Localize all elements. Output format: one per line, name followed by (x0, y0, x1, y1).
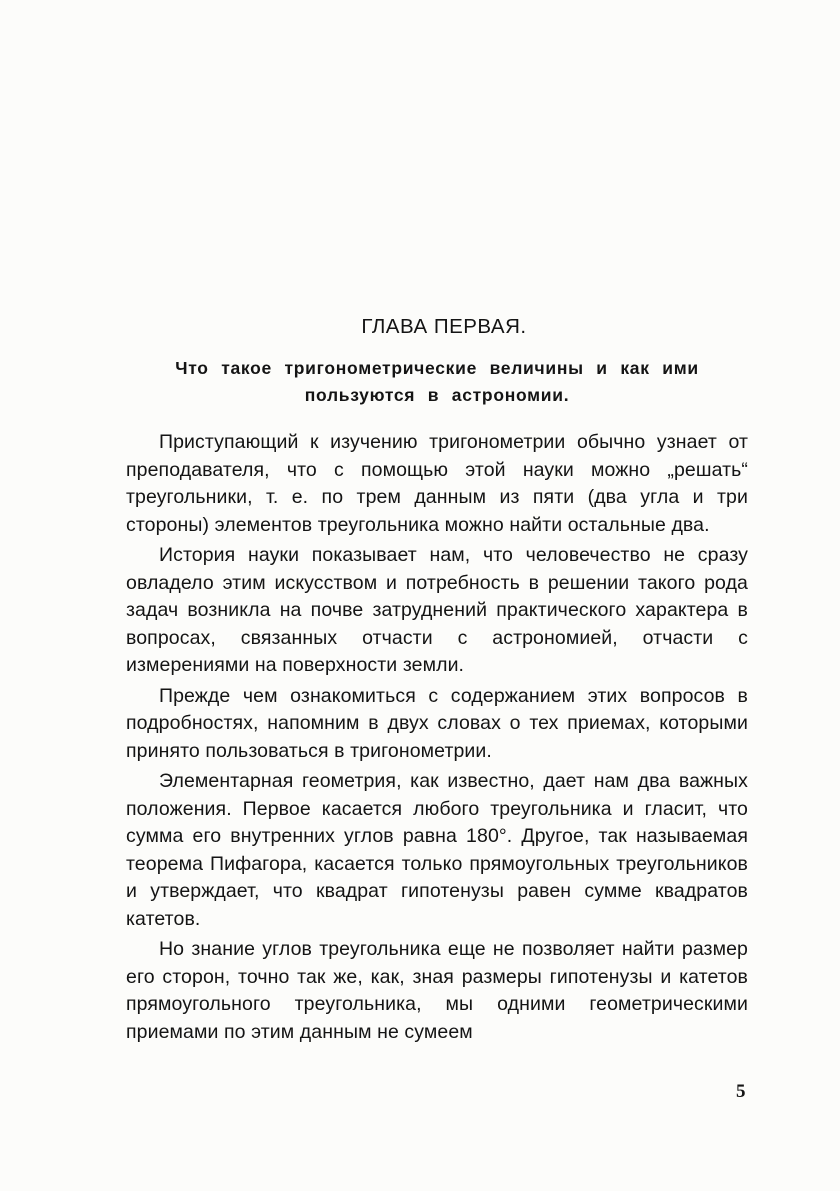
page-content (126, 314, 748, 1049)
page-number: 5 (736, 1081, 746, 1102)
chapter-subtitle-line-2: пользуются в астрономии. (304, 385, 570, 405)
paragraph: Прежде чем ознакомиться с содержанием этих вопросов в подробностях, напомним в двух словах о тех приемах, которыми принято пользоваться в тригонометрии. (126, 684, 748, 762)
chapter-title: ГЛАВА ПЕРВАЯ. (361, 315, 527, 338)
chapter-subtitle (126, 355, 748, 409)
paragraph: Элементарная геометрия, как известно, дает нам два важных положения. Первое касается любого треугольника и гласит, что сумма его внутренних углов равна 180°. Другое, так называемая теорема Пифагора, касается только прямоугольных треугольников и утверждает, что квадрат гипотенузы равен сумме квадратов катетов. (126, 770, 748, 930)
chapter-subtitle-line-1: Что такое тригонометрические величины и как ими (175, 358, 699, 378)
body-text (126, 429, 748, 1046)
paragraph: История науки показывает нам, что человечество не сразу овладело этим искусством и потребность в решении такого рода задач возникла на почве затруднений практического характера в вопросах, связанных отчасти с астрономией, отчасти с измерениями на поверхности земли. (126, 544, 748, 676)
paragraph: Но знание углов треугольника еще не позволяет найти размер его сторон, точно так же, как, зная размеры гипотенузы и катетов прямоугольного треугольника, мы одними геометрическими приемами по этим данным не сумеем (126, 938, 748, 1043)
paragraph: Приступающий к изучению тригонометрии обычно узнает от преподавателя, что с помощью этой науки можно „решать“ треугольники, т. е. по трем данным из пяти (два угла и три стороны) элементов треугольника можно найти остальные два. (126, 431, 748, 536)
